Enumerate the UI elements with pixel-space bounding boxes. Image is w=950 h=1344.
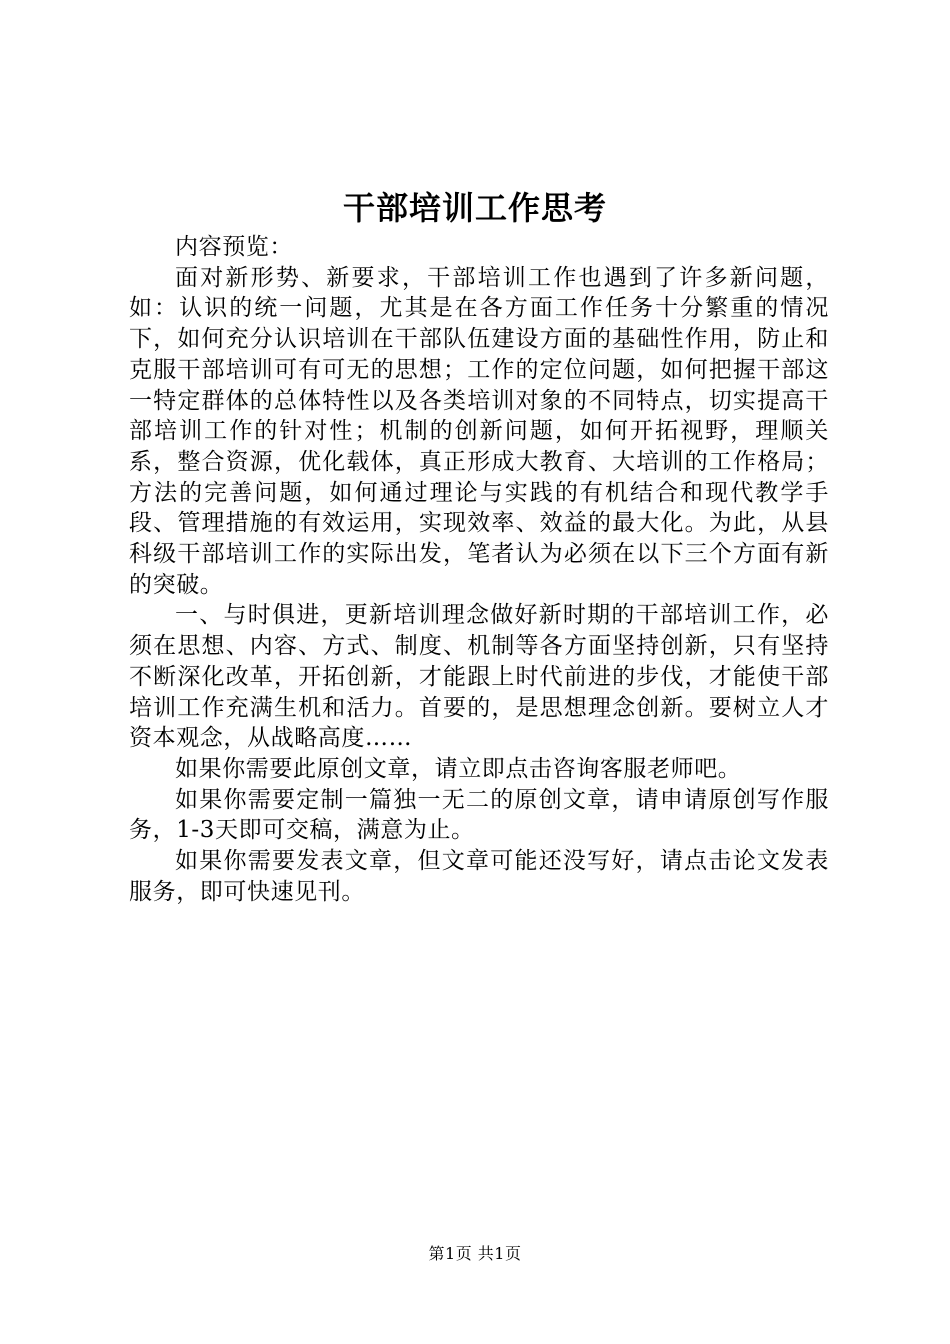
promo-paragraph: 如果你需要定制一篇独一无二的原创文章，请申请原创写作服务，1-3天即可交稿，满意为止。 <box>129 786 829 844</box>
body-paragraph: 面对新形势、新要求，干部培训工作也遇到了许多新问题，如：认识的统一问题，尤其是在各方面工作任务十分繁重的情况下，如何充分认识培训在干部队伍建设方面的基础性作用，防止和克服干部培训可有可无的思想；工作的定位问题，如何把握干部这一特定群体的总体特性以及各类培训对象的不同特点，切实提高干部培训工作的针对性；机制的创新问题，如何开拓视野，理顺关系，整合资源，优化载体，真正形成大教育、大培训的工作格局；方法的完善问题，如何通过理论与实践的有机结合和现代教学手段、管理措施的有效运用，实现效率、效益的最大化。为此，从县科级干部培训工作的实际出发，笔者认为必须在以下三个方面有新的突破。 <box>129 264 829 598</box>
promo-paragraph: 如果你需要发表文章，但文章可能还没写好，请点击论文发表服务，即可快速见刊。 <box>129 848 829 905</box>
document-body <box>129 232 829 907</box>
body-paragraph: 一、与时俱进，更新培训理念做好新时期的干部培训工作，必须在思想、内容、方式、制度、机制等各方面坚持创新，只有坚持不断深化改革，开拓创新，才能跟上时代前进的步伐，才能使干部培训工作充满生机和活力。首要的，是思想理念创新。要树立人才资本观念，从战略高度…… <box>129 602 829 752</box>
promo-paragraph: 如果你需要此原创文章，请立即点击咨询客服老师吧。 <box>175 755 742 782</box>
document-title: 干部培训工作思考 <box>342 189 607 227</box>
page-number-footer: 第1页 共1页 <box>428 1244 522 1263</box>
preview-label: 内容预览： <box>175 234 293 260</box>
